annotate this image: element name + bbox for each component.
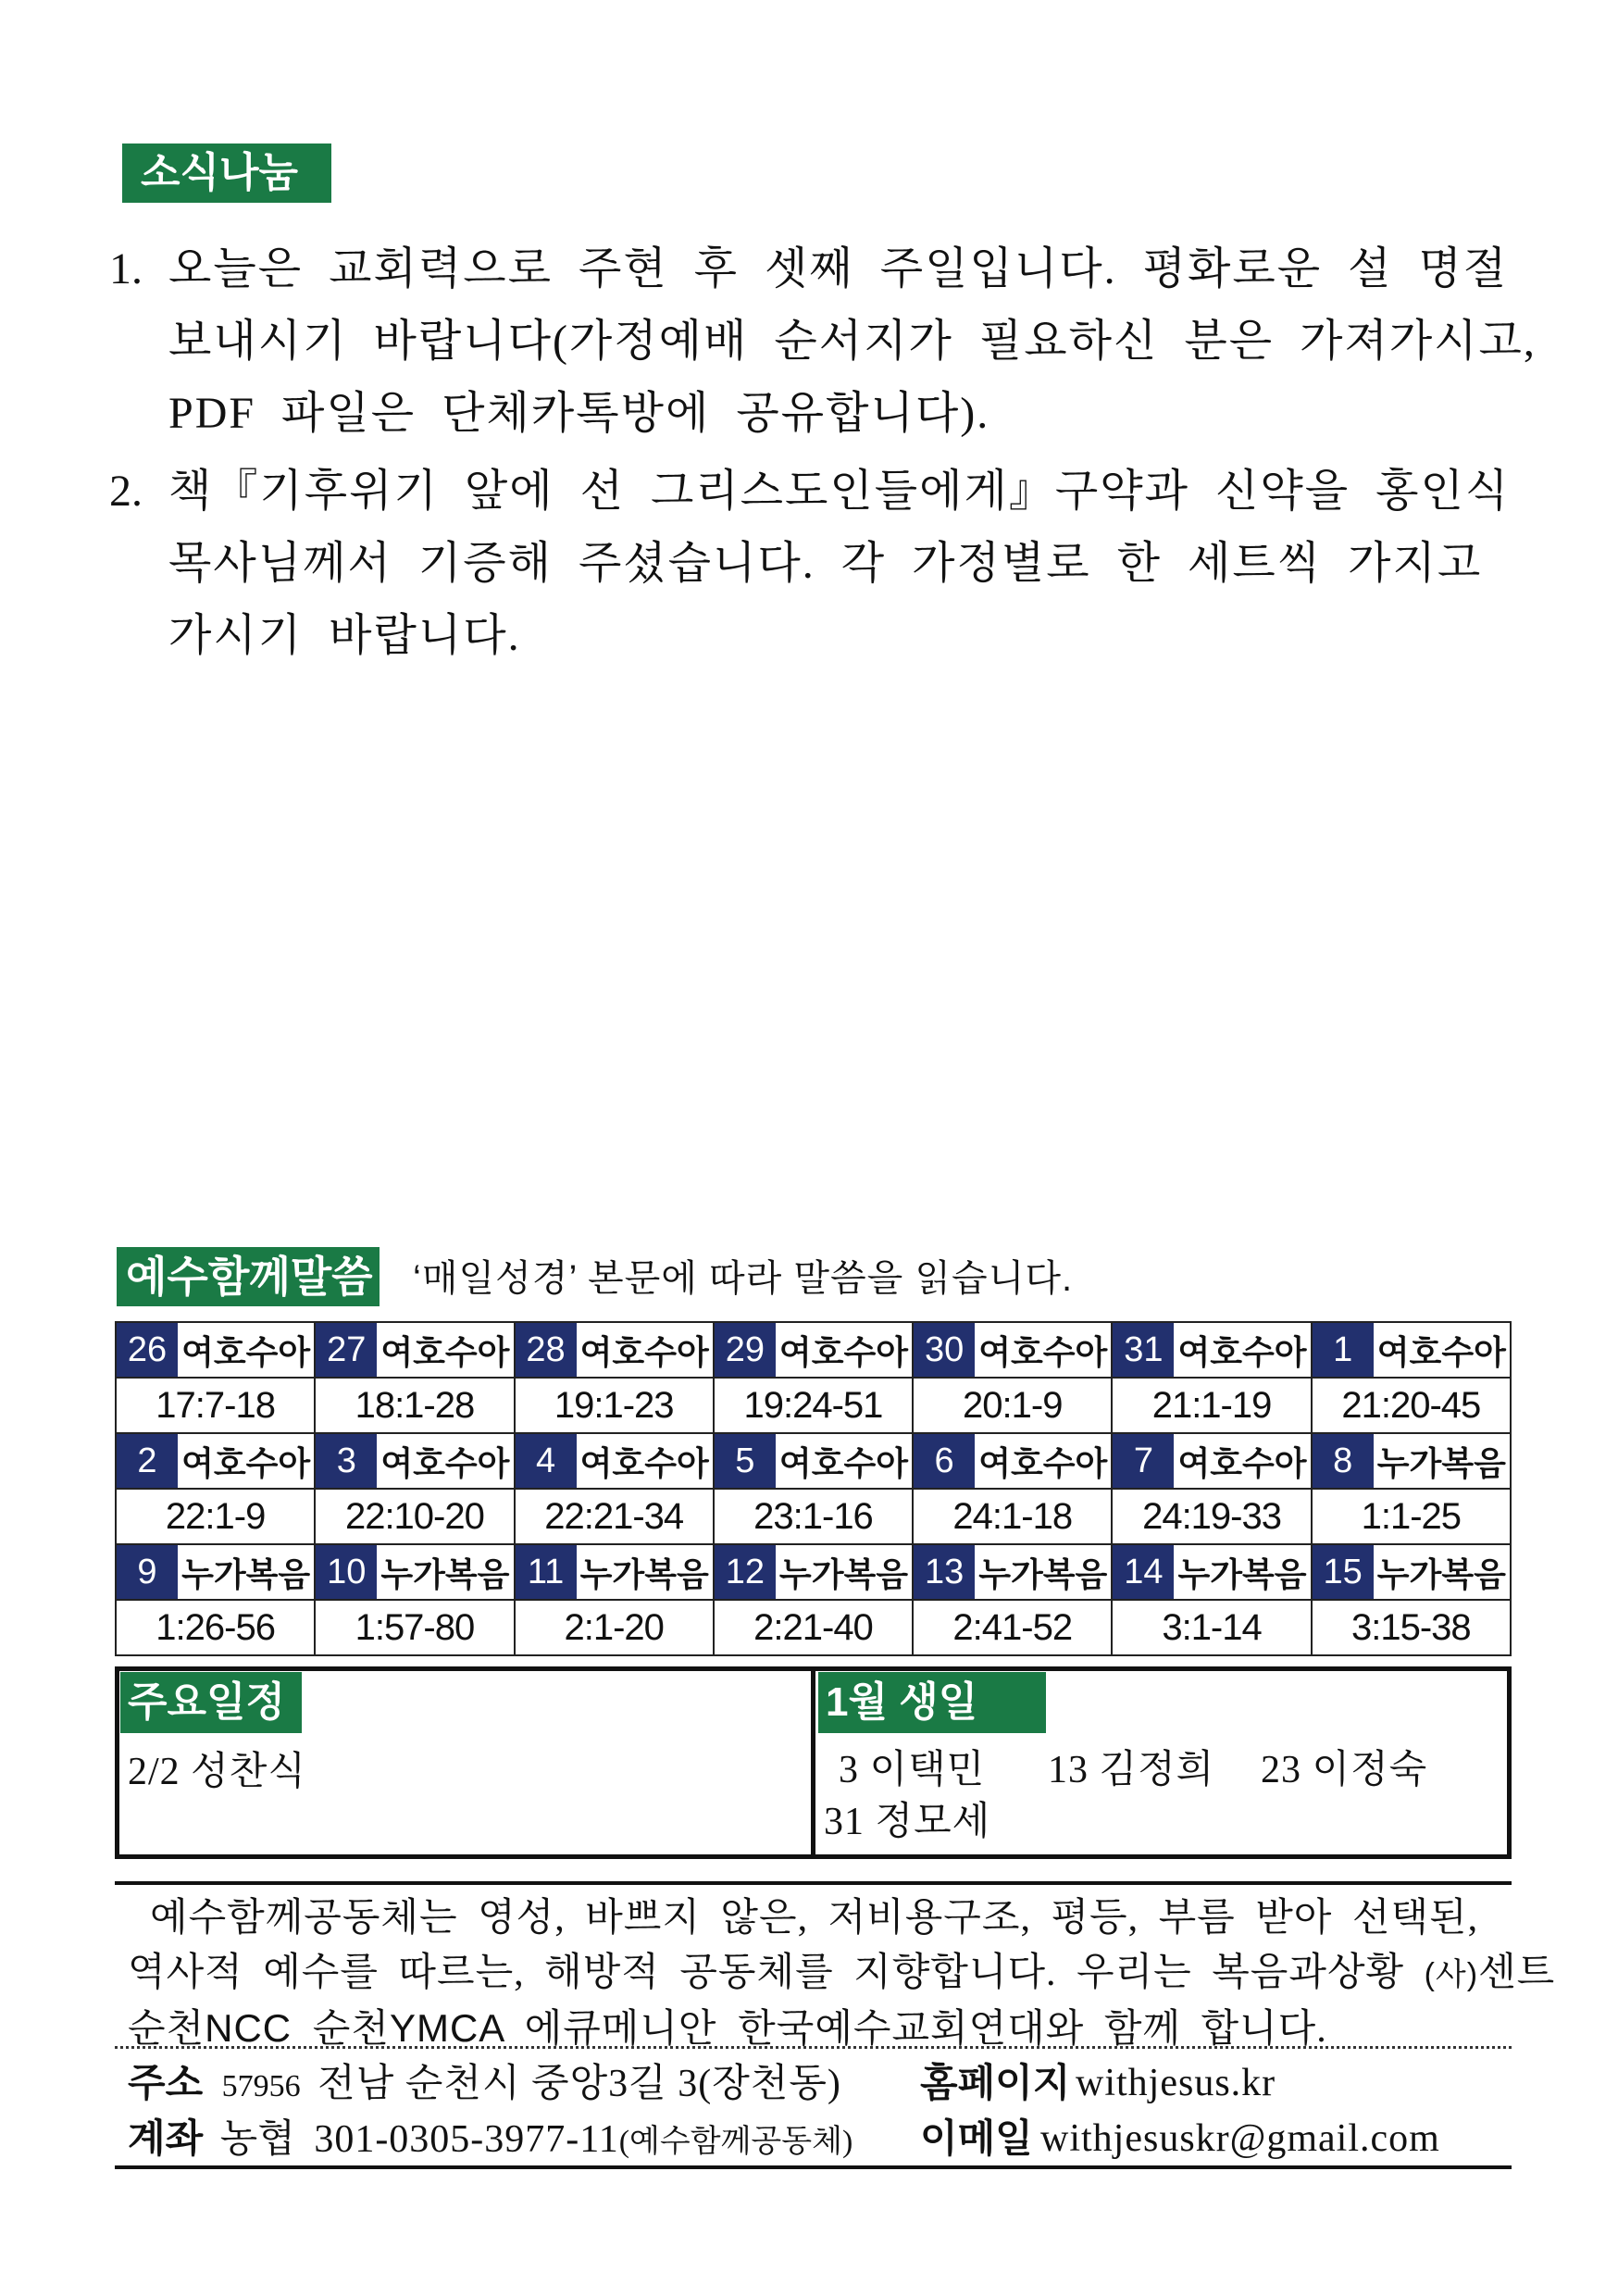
- reading-reference: 22:21-34: [515, 1489, 714, 1544]
- book-name: 여호수아: [978, 1332, 1108, 1371]
- reading-day-cell: [1112, 1544, 1311, 1600]
- reading-reference: 18:1-28: [315, 1378, 514, 1433]
- reading-reference: 22:1-9: [116, 1489, 315, 1544]
- book-name: 여호수아: [181, 1443, 311, 1482]
- reading-day-cell: [913, 1544, 1112, 1600]
- day-number: 26: [117, 1323, 178, 1377]
- news-item-line: 보내시기 바랍니다(가정예배 순서지가 필요하신 분은 가져가시고,: [168, 317, 1537, 366]
- reading-reference: 24:19-33: [1112, 1489, 1311, 1544]
- book-name: 여호수아: [181, 1332, 311, 1371]
- reading-reference: 2:1-20: [515, 1600, 714, 1655]
- reading-day-cell: [515, 1433, 714, 1489]
- reading-reference: 1:57-80: [315, 1600, 514, 1655]
- news-item-line: 오늘은 교회력으로 주현 후 셋째 주일입니다. 평화로운 설 명절: [168, 244, 1509, 293]
- reading-reference: 23:1-16: [714, 1489, 913, 1544]
- book-name: 누가복음: [1376, 1554, 1506, 1593]
- birthday-entry: 31 정모세: [824, 1801, 991, 1843]
- birthday-entry: 3 이택민: [839, 1749, 986, 1791]
- mission-line: [128, 1945, 1556, 2002]
- account-label: 계좌: [128, 2116, 204, 2160]
- reading-ref-row: [116, 1600, 1511, 1655]
- account-row: [128, 2113, 1440, 2168]
- mission-text: 역사적 예수를 따르는, 해방적 공동체를 지향합니다. 우리는: [128, 1952, 1192, 1994]
- partner-name: 복음과상황: [1212, 1950, 1405, 1993]
- reading-day-header: [1313, 1434, 1510, 1488]
- book-name: 누가복음: [1376, 1443, 1506, 1482]
- day-number: 1: [1313, 1323, 1374, 1377]
- mission-text: 와 함께 합니다.: [1045, 2008, 1327, 2051]
- reading-day-cell: [315, 1544, 514, 1600]
- day-number: 5: [715, 1434, 776, 1488]
- news-item-number: 1.: [109, 244, 143, 293]
- account-number: 301-0305-3977-11: [314, 2118, 619, 2161]
- reading-day-header: [1113, 1434, 1310, 1488]
- reading-day-header: [914, 1434, 1111, 1488]
- bible-reading-table: [115, 1321, 1512, 1656]
- book-name: 여호수아: [380, 1443, 510, 1482]
- reading-reference: 3:1-14: [1112, 1600, 1311, 1655]
- reading-day-cell: [116, 1322, 315, 1378]
- reading-reference: 2:21-40: [714, 1600, 913, 1655]
- news-item-line: PDF 파일은 단체카톡방에 공유합니다).: [168, 389, 990, 438]
- reading-day-cell: [1112, 1433, 1311, 1489]
- reading-day-header: [516, 1323, 713, 1377]
- reading-day-header: [715, 1545, 912, 1599]
- reading-day-header: [1313, 1545, 1510, 1599]
- reading-day-header: [715, 1323, 912, 1377]
- day-number: 10: [316, 1545, 377, 1599]
- reading-reference: 22:10-20: [315, 1489, 514, 1544]
- reading-day-header: [316, 1323, 513, 1377]
- reading-day-row: [116, 1433, 1511, 1489]
- news-item-line: 가시기 바랍니다.: [168, 611, 521, 660]
- birthday-title: 1월 생일: [818, 1672, 1046, 1733]
- reading-day-header: [1113, 1545, 1310, 1599]
- day-number: 7: [1113, 1434, 1174, 1488]
- reading-reference: 24:1-18: [913, 1489, 1112, 1544]
- book-name: 여호수아: [579, 1332, 709, 1371]
- reading-reference: 19:1-23: [515, 1378, 714, 1433]
- birthday-entry: 13 김정희: [1048, 1749, 1215, 1791]
- birthday-entry: 23 이정숙: [1261, 1749, 1428, 1791]
- book-name: 여호수아: [1177, 1443, 1307, 1482]
- reading-reference: 21:20-45: [1312, 1378, 1511, 1433]
- book-name: 누가복음: [1177, 1554, 1307, 1593]
- reading-day-cell: [1312, 1433, 1511, 1489]
- book-name: 여호수아: [778, 1332, 909, 1371]
- contact-info: [128, 2057, 1440, 2168]
- book-name: 누가복음: [181, 1554, 311, 1593]
- news-item-line: 목사님께서 기증해 주셨습니다. 각 가정별로 한 세트씩 가지고: [168, 539, 1483, 588]
- day-number: 27: [316, 1323, 377, 1377]
- reading-reference: 20:1-9: [913, 1378, 1112, 1433]
- reading-reference: 1:26-56: [116, 1600, 315, 1655]
- reading-day-row: [116, 1544, 1511, 1600]
- reading-day-header: [914, 1545, 1111, 1599]
- reading-day-cell: [913, 1322, 1112, 1378]
- reading-day-header: [117, 1434, 314, 1488]
- reading-day-header: [316, 1545, 513, 1599]
- book-name: 여호수아: [778, 1443, 909, 1482]
- partner-names: 순천NCC 순천YMCA 에큐메니안 한국예수교회연대: [128, 2006, 1046, 2050]
- address-label: 주소: [128, 2061, 204, 2104]
- book-name: 여호수아: [1177, 1332, 1307, 1371]
- book-name: 누가복음: [380, 1554, 510, 1593]
- bank-name: 농협: [219, 2118, 295, 2161]
- book-name: 누가복음: [579, 1554, 709, 1593]
- reading-reference: 2:41-52: [913, 1600, 1112, 1655]
- day-number: 30: [914, 1323, 975, 1377]
- reading-day-cell: [1112, 1322, 1311, 1378]
- reading-day-header: [715, 1434, 912, 1488]
- reading-day-header: [117, 1545, 314, 1599]
- reading-day-row: [116, 1322, 1511, 1378]
- reading-day-header: [516, 1545, 713, 1599]
- reading-day-header: [117, 1323, 314, 1377]
- day-number: 6: [914, 1434, 975, 1488]
- homepage-link[interactable]: withjesus.kr: [1076, 2062, 1276, 2104]
- address-text: 전남 순천시 중앙3길 3(장천동): [317, 2063, 841, 2105]
- day-number: 15: [1313, 1545, 1374, 1599]
- schedule-title: 주요일정: [120, 1672, 302, 1733]
- reading-day-header: [1313, 1323, 1510, 1377]
- bible-reading-title: 예수함께말씀: [117, 1247, 380, 1306]
- divider-line: [115, 1881, 1512, 1885]
- reading-reference: 19:24-51: [714, 1378, 913, 1433]
- book-name: 누가복음: [778, 1554, 909, 1593]
- reading-day-cell: [714, 1322, 913, 1378]
- reading-day-cell: [714, 1544, 913, 1600]
- reading-day-cell: [515, 1322, 714, 1378]
- day-number: 12: [715, 1545, 776, 1599]
- day-number: 4: [516, 1434, 577, 1488]
- news-item-line: 책『기후위기 앞에 선 그리스도인들에게』구약과 신약을 홍인식: [168, 467, 1511, 516]
- reading-day-header: [914, 1323, 1111, 1377]
- reading-ref-row: [116, 1489, 1511, 1544]
- reading-day-cell: [116, 1433, 315, 1489]
- reading-day-cell: [714, 1433, 913, 1489]
- divider-line: [115, 2165, 1512, 2169]
- reading-ref-row: [116, 1378, 1511, 1433]
- mission-line: 예수함께공동체는 영성, 바쁘지 않은, 저비용구조, 평등, 부름 받아 선택된,: [150, 1897, 1479, 1940]
- book-name: 여호수아: [978, 1443, 1108, 1482]
- day-number: 29: [715, 1323, 776, 1377]
- book-name: 여호수아: [380, 1332, 510, 1371]
- reading-reference: 1:1-25: [1312, 1489, 1511, 1544]
- reading-day-header: [316, 1434, 513, 1488]
- email-label: 이메일: [920, 2116, 1033, 2160]
- reading-day-cell: [1312, 1322, 1511, 1378]
- postal-code: 57956: [221, 2069, 301, 2103]
- schedule-item: 2/2 성찬식: [128, 1751, 306, 1793]
- book-name: 여호수아: [579, 1443, 709, 1482]
- book-name: 여호수아: [1376, 1332, 1506, 1371]
- reading-reference: 3:15-38: [1312, 1600, 1511, 1655]
- day-number: 8: [1313, 1434, 1374, 1488]
- email-link[interactable]: withjesuskr@gmail.com: [1040, 2117, 1440, 2160]
- mission-statement: [128, 1892, 1556, 2056]
- address-row: [128, 2057, 1276, 2113]
- bible-reading-subtitle: ‘매일성경’ 본문에 따라 말씀을 읽습니다.: [413, 1258, 1074, 1299]
- schedule-divider: [811, 1666, 815, 1859]
- reading-reference: 17:7-18: [116, 1378, 315, 1433]
- reading-day-cell: [315, 1433, 514, 1489]
- day-number: 3: [316, 1434, 377, 1488]
- news-item-number: 2.: [109, 467, 143, 516]
- day-number: 31: [1113, 1323, 1174, 1377]
- reading-day-cell: [116, 1544, 315, 1600]
- reading-day-cell: [913, 1433, 1112, 1489]
- reading-day-header: [516, 1434, 713, 1488]
- day-number: 9: [117, 1545, 178, 1599]
- reading-reference: 21:1-19: [1112, 1378, 1311, 1433]
- book-name: 누가복음: [978, 1554, 1108, 1593]
- day-number: 13: [914, 1545, 975, 1599]
- account-holder: (예수함께공동체): [618, 2125, 853, 2159]
- dotted-divider: [115, 2046, 1512, 2049]
- partner-prefix: (사): [1424, 1957, 1479, 1992]
- day-number: 2: [117, 1434, 178, 1488]
- news-section-title: 소식나눔: [122, 144, 331, 203]
- reading-day-cell: [315, 1322, 514, 1378]
- day-number: 28: [516, 1323, 577, 1377]
- homepage-label: 홈페이지: [920, 2061, 1071, 2104]
- partner-name: 센트: [1478, 1950, 1556, 1993]
- day-number: 14: [1113, 1545, 1174, 1599]
- reading-day-cell: [1312, 1544, 1511, 1600]
- reading-day-cell: [515, 1544, 714, 1600]
- reading-day-header: [1113, 1323, 1310, 1377]
- day-number: 11: [516, 1545, 577, 1599]
